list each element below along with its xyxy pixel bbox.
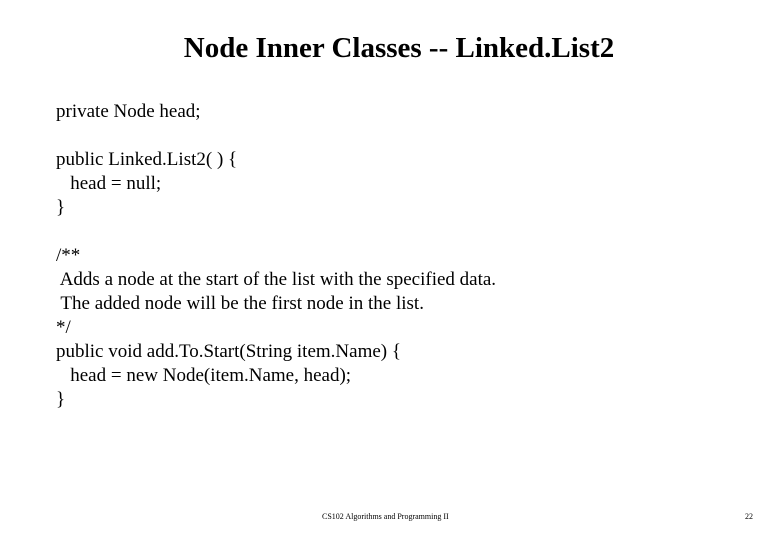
code-line: public Linked.List2( ) { [56,149,238,170]
code-blank-line [56,124,736,148]
code-line: head = new Node(item.Name, head); [56,365,352,386]
code-line: private Node head; [56,101,201,122]
code-line: } [56,389,66,410]
code-blank-line [56,220,736,244]
code-line: public void add.To.Start(String item.Name) { [56,341,401,362]
code-block [56,100,736,412]
code-line: head = null; [56,173,162,194]
code-line: The added node will be the first node in the list. [56,293,424,314]
footer-page-number: 22 [745,512,753,521]
code-line: Adds a node at the start of the list with the specified data. [56,269,497,290]
code-line: } [56,197,66,218]
code-line: /** [56,245,81,266]
code-line: */ [56,317,71,338]
footer-course-label: CS102 Algorithms and Programming II [322,512,449,521]
slide-title: Node Inner Classes -- Linked.List2 [183,32,615,64]
